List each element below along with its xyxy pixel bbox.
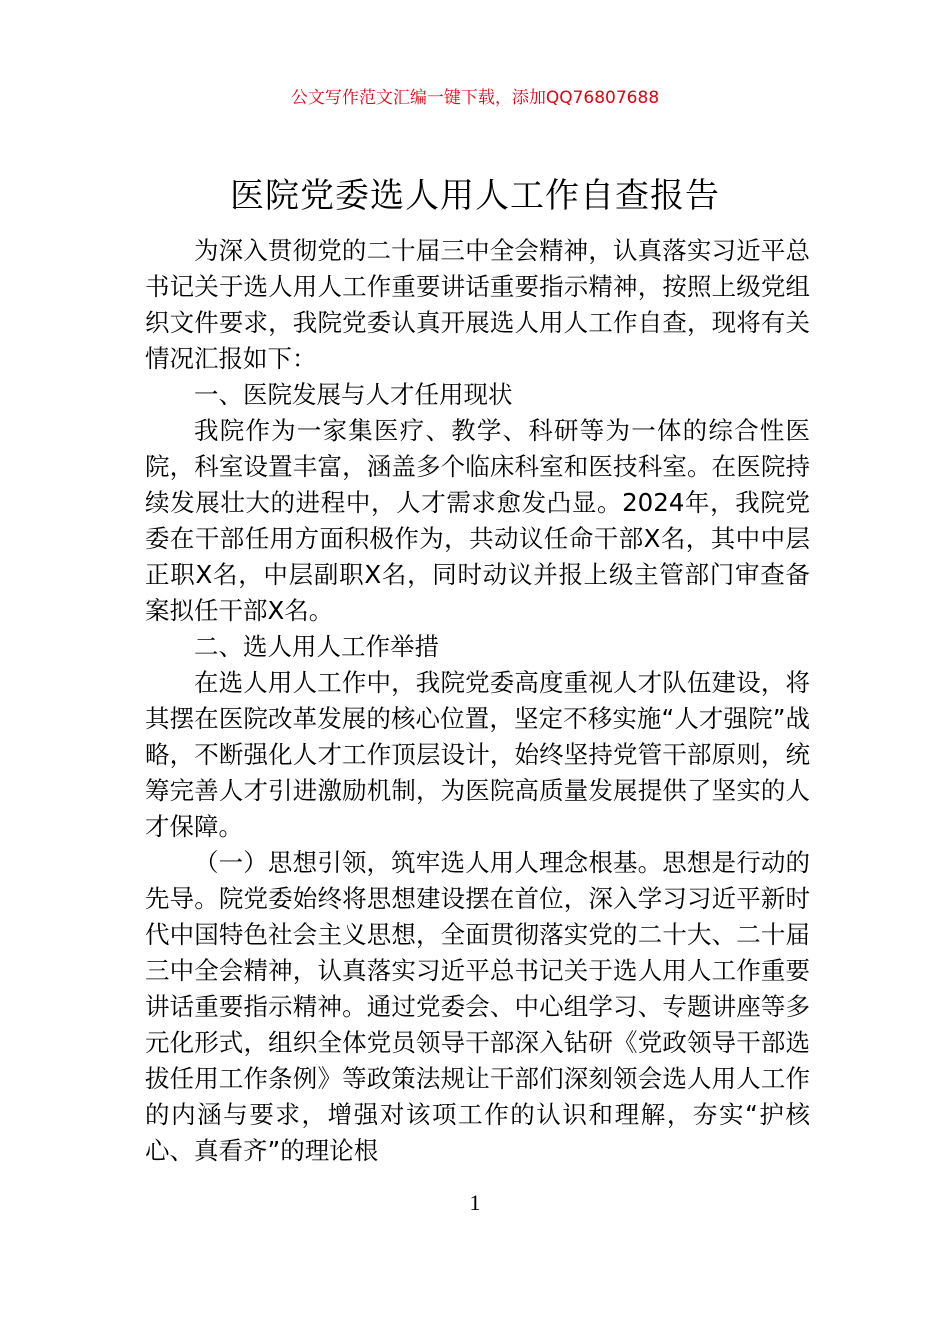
paragraph-subsection-1: （一）思想引领，筑牢选人用人理念根基。思想是行动的先导。院党委始终将思想建设摆在首位，深入学习习近平新时代中国特色社会主义思想，全面贯彻落实党的二十大、二十届三中全会精神，认真落实习近平总书记关于选人用人工作重要讲话重要指示精神。通过党委会、中心组学习、专题讲座等多元化形式，组织全体党员领导干部深入钻研《党政领导干部选拔任用工作条例》等政策法规让干部们深刻领会选人用人工作的内涵与要求，增强对该项工作的认识和理解，夯实“护核心、真看齐”的理论根 bbox=[145, 848, 810, 1165]
page-number: 1 bbox=[469, 1190, 481, 1215]
document-title: 医院党委选人用人工作自查报告 bbox=[230, 176, 720, 216]
document-body bbox=[145, 233, 810, 1169]
paragraph-intro: 为深入贯彻党的二十届三中全会精神，认真落实习近平总书记关于选人用人工作重要讲话重要指示精神，按照上级党组织文件要求，我院党委认真开展选人用人工作自查，现将有关情况汇报如下： bbox=[145, 236, 810, 373]
section-heading-2: 二、选人用人工作举措 bbox=[194, 632, 439, 661]
paragraph-measures: 在选人用人工作中，我院党委高度重视人才队伍建设，将其摆在医院改革发展的核心位置，坚定不移实施“人才强院”战略，不断强化人才工作顶层设计，始终坚持党管干部原则，统筹完善人才引进激励机制，为医院高质量发展提供了坚实的人才保障。 bbox=[145, 668, 810, 841]
header-banner: 公文写作范文汇编一键下载，添加QQ76807688 bbox=[290, 88, 660, 108]
paragraph-status: 我院作为一家集医疗、教学、科研等为一体的综合性医院，科室设置丰富，涵盖多个临床科室和医技科室。在医院持续发展壮大的进程中，人才需求愈发凸显。2024年，我院党委在干部任用方面积极作为，共动议任命干部X名，其中中层正职X名，中层副职X名，同时动议并报上级主管部门审查备案拟任干部X名。 bbox=[145, 416, 810, 625]
section-heading-1: 一、医院发展与人才任用现状 bbox=[194, 380, 513, 409]
